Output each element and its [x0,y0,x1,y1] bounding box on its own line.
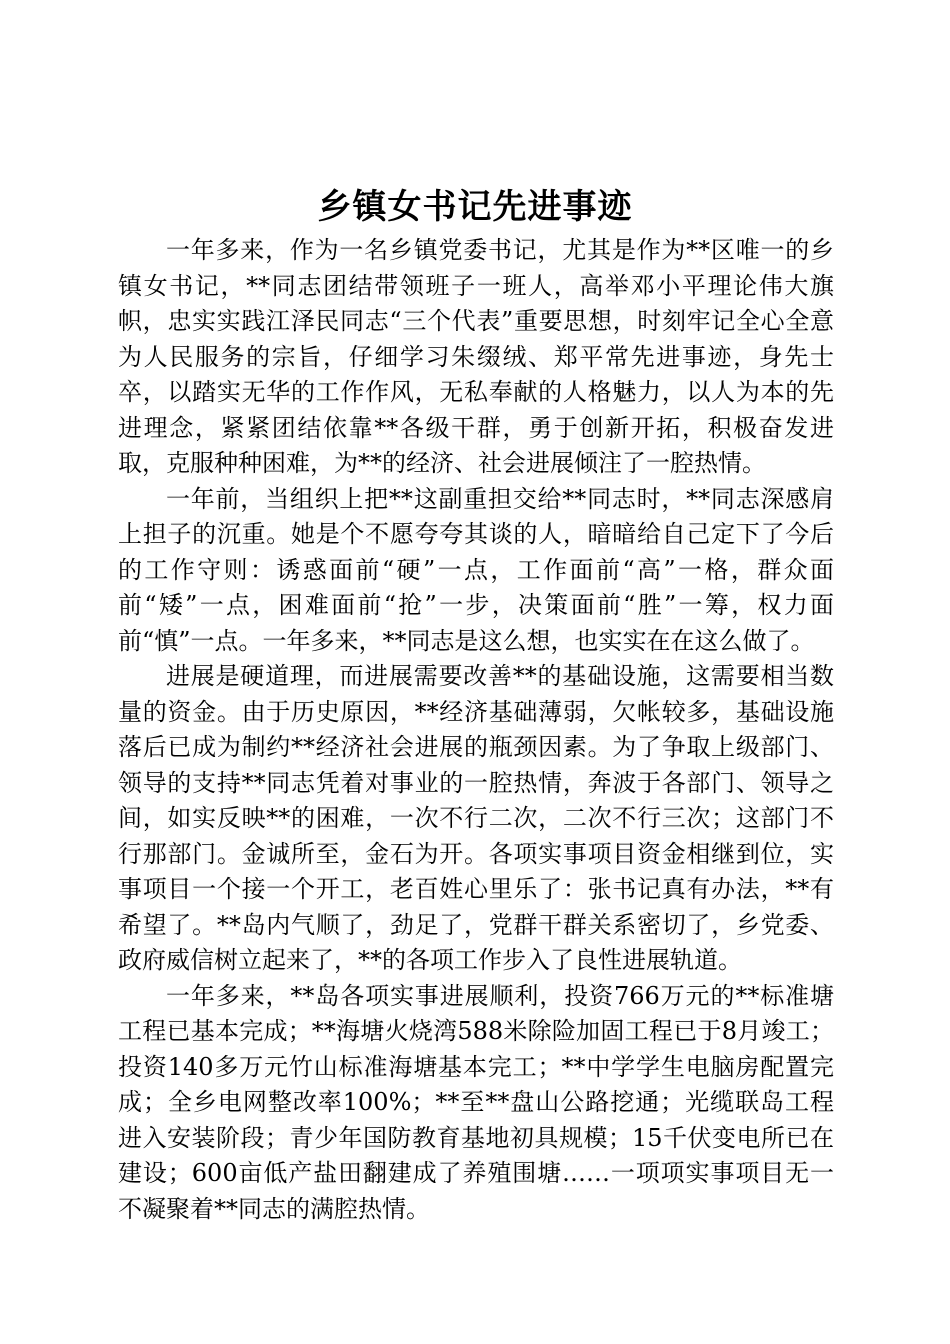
paragraph-4: 一年多来，**岛各项实事进展顺利，投资766万元的**标准塘工程已基本完成；**海塘火烧湾588米除险加固工程已于8月竣工；投资140多万元竹山标准海塘基本完工；**中学学生电脑房配置完成；全乡电网整改率100%；**至**盘山公路挖通；光缆联岛工程进入安装阶段；青少年国防教育基地初具规模；15千伏变电所已在建设；600亩低产盐田翻建成了养殖围塘……一项项实事项目无一不凝聚着**同志的满腔热情。 [118,981,834,1223]
document-title: 乡镇女书记先进事迹 [317,187,633,227]
paragraph-1: 一年多来，作为一名乡镇党委书记，尤其是作为**区唯一的乡镇女书记，**同志团结带领班子一班人，高举邓小平理论伟大旗帜，忠实实践江泽民同志“三个代表”重要思想，时刻牢记全心全意为人民服务的宗旨，仔细学习朱缀绒、郑平常先进事迹，身先士卒，以踏实无华的工作作风，无私奉献的人格魅力，以人为本的先进理念，紧紧团结依靠**各级干群，勇于创新开拓，积极奋发进取，克服种种困难，为**的经济、社会进展倾注了一腔热情。 [118,236,834,477]
document-body [118,233,834,1227]
paragraph-2: 一年前，当组织上把**这副重担交给**同志时，**同志深感肩上担子的沉重。她是个不愿夸夸其谈的人，暗暗给自己定下了今后的工作守则：诱惑面前“硬”一点，工作面前“高”一格，群众面前“矮”一点，困难面前“抢”一步，决策面前“胜”一筹，权力面前“慎”一点。一年多来，**同志是这么想，也实实在在这么做了。 [118,484,834,655]
paragraph-3: 进展是硬道理，而进展需要改善**的基础设施，这需要相当数量的资金。由于历史原因，**经济基础薄弱，欠帐较多，基础设施落后已成为制约**经济社会进展的瓶颈因素。为了争取上级部门、领导的支持**同志凭着对事业的一腔热情，奔波于各部门、领导之间，如实反映**的困难，一次不行二次，二次不行三次；这部门不行那部门。金诚所至，金石为开。各项实事项目资金相继到位，实事项目一个接一个开工，老百姓心里乐了：张书记真有办法，**有希望了。**岛内气顺了，劲足了，党群干群关系密切了，乡党委、政府威信树立起来了，**的各项工作步入了良性进展轨道。 [118,662,834,974]
